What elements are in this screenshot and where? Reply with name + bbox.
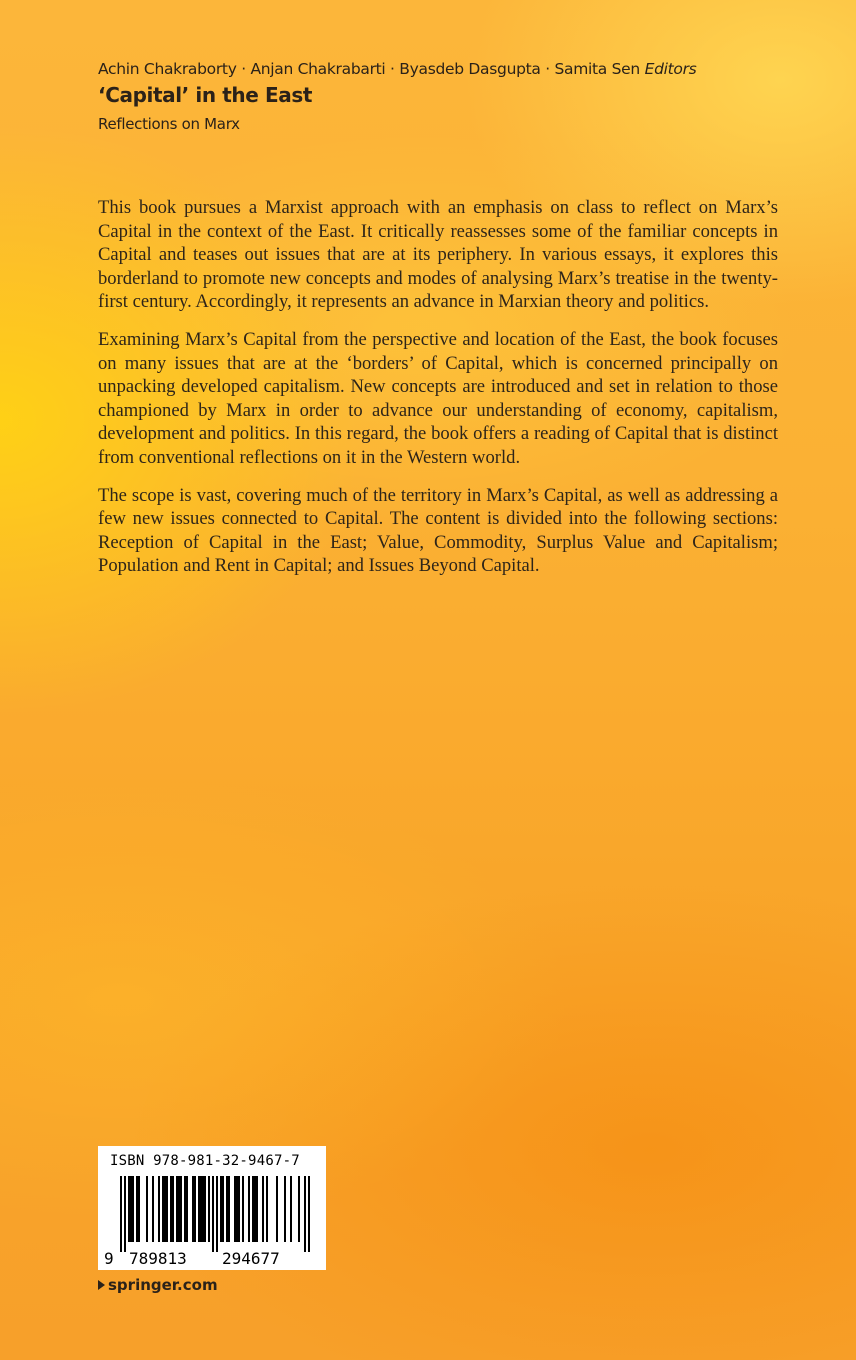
barcode-bar: [138, 1176, 140, 1242]
barcode-bar: [200, 1176, 202, 1242]
barcode-bar: [158, 1176, 160, 1242]
barcode-bar: [152, 1176, 154, 1242]
isbn-label: ISBN 978-981-32-9467-7: [110, 1153, 300, 1169]
barcode-bar: [262, 1176, 264, 1242]
isbn-barcode: [98, 1146, 326, 1270]
barcode-digits-right: 294677: [222, 1249, 280, 1268]
book-subtitle: Reflections on Marx: [98, 115, 240, 133]
barcode-bar: [198, 1176, 200, 1242]
barcode-bar: [194, 1176, 196, 1242]
barcode-bar: [226, 1176, 228, 1242]
blurb-paragraph-1: This book pursues a Marxist approach with an emphasis on class to reflect on Marx’s Capital in the context of the East. It critically reassesses some of the familiar concepts in Capital and teases out issues that are at its periphery. In various essays, it explores this borderland to promote new concepts and modes of analysing Marx’s treatise in the twenty-first century. Accordingly, it represents an advance in Marxian theory and politics.: [98, 197, 778, 313]
barcode-bar: [202, 1176, 204, 1242]
barcode-bar: [170, 1176, 172, 1242]
barcode-digits-left: 789813: [129, 1249, 187, 1268]
barcode-bar: [236, 1176, 238, 1242]
barcode-bar: [238, 1176, 240, 1242]
blurb-paragraph-2: Examining Marx’s Capital from the perspective and location of the East, the book focuses on many issues that are at the ‘borders’ of Capital, which is concerned principally on unpacking developed capitalism. New concepts are introduced and set in relation to those championed by Marx in order to advance our understanding of economy, capitalism, development and politics. In this regard, the book offers a reading of Capital that is distinct from conventional reflections on it in the Western world.: [98, 328, 778, 468]
cover-header: [98, 60, 696, 133]
barcode-bar: [132, 1176, 134, 1242]
barcode-bar: [222, 1176, 224, 1242]
barcode-bar: [304, 1176, 306, 1252]
publisher-url: springer.com: [108, 1276, 218, 1294]
barcode-bar: [234, 1176, 236, 1242]
barcode-bar: [186, 1176, 188, 1242]
editors-line: [98, 60, 696, 78]
barcode-bar: [124, 1176, 126, 1252]
barcode-bar: [208, 1176, 210, 1242]
barcode-bar: [228, 1176, 230, 1242]
barcode-bar: [130, 1176, 132, 1242]
barcode-bar: [308, 1176, 310, 1252]
barcode-bar: [204, 1176, 206, 1242]
barcode-bar: [248, 1176, 250, 1242]
barcode-bar: [284, 1176, 286, 1242]
barcode-digit-lead: 9: [104, 1249, 114, 1268]
barcode-bar: [162, 1176, 164, 1242]
barcode-bar: [256, 1176, 258, 1242]
barcode-bar: [242, 1176, 244, 1242]
barcode-bar: [164, 1176, 166, 1242]
blurb: [98, 196, 778, 592]
barcode-bar: [212, 1176, 214, 1252]
barcode-bar: [216, 1176, 218, 1252]
publisher-link[interactable]: [98, 1276, 218, 1294]
barcode-bar: [178, 1176, 180, 1242]
barcode-bar: [146, 1176, 148, 1242]
barcode-bar: [266, 1176, 268, 1242]
editors-names: Achin Chakraborty · Anjan Chakrabarti · Byasdeb Dasgupta · Samita Sen: [98, 60, 640, 78]
barcode-bar: [180, 1176, 182, 1242]
barcode-bar: [220, 1176, 222, 1242]
barcode-bar: [192, 1176, 194, 1242]
barcode-bar: [172, 1176, 174, 1242]
blurb-paragraph-3: The scope is vast, covering much of the territory in Marx’s Capital, as well as addressing a few new issues connected to Capital. The content is divided into the following sections: Reception of Capital in the East; Value, Commodity, Surplus Value and Capitalism; Population and Rent in Capital; and Issues Beyond Capital.: [98, 484, 778, 577]
barcode-bar: [120, 1176, 122, 1252]
triangle-right-icon: [98, 1280, 105, 1290]
barcode-bar: [128, 1176, 130, 1242]
barcode-bar: [176, 1176, 178, 1242]
barcode-bar: [184, 1176, 186, 1242]
barcode-bars: [98, 1146, 326, 1270]
barcode-bar: [298, 1176, 300, 1242]
barcode-bar: [290, 1176, 292, 1242]
barcode-bar: [136, 1176, 138, 1242]
barcode-bar: [276, 1176, 278, 1242]
barcode-bar: [252, 1176, 254, 1242]
editors-role: Editors: [644, 60, 697, 78]
barcode-bar: [254, 1176, 256, 1242]
book-title: ‘Capital’ in the East: [98, 83, 313, 107]
barcode-bar: [166, 1176, 168, 1242]
